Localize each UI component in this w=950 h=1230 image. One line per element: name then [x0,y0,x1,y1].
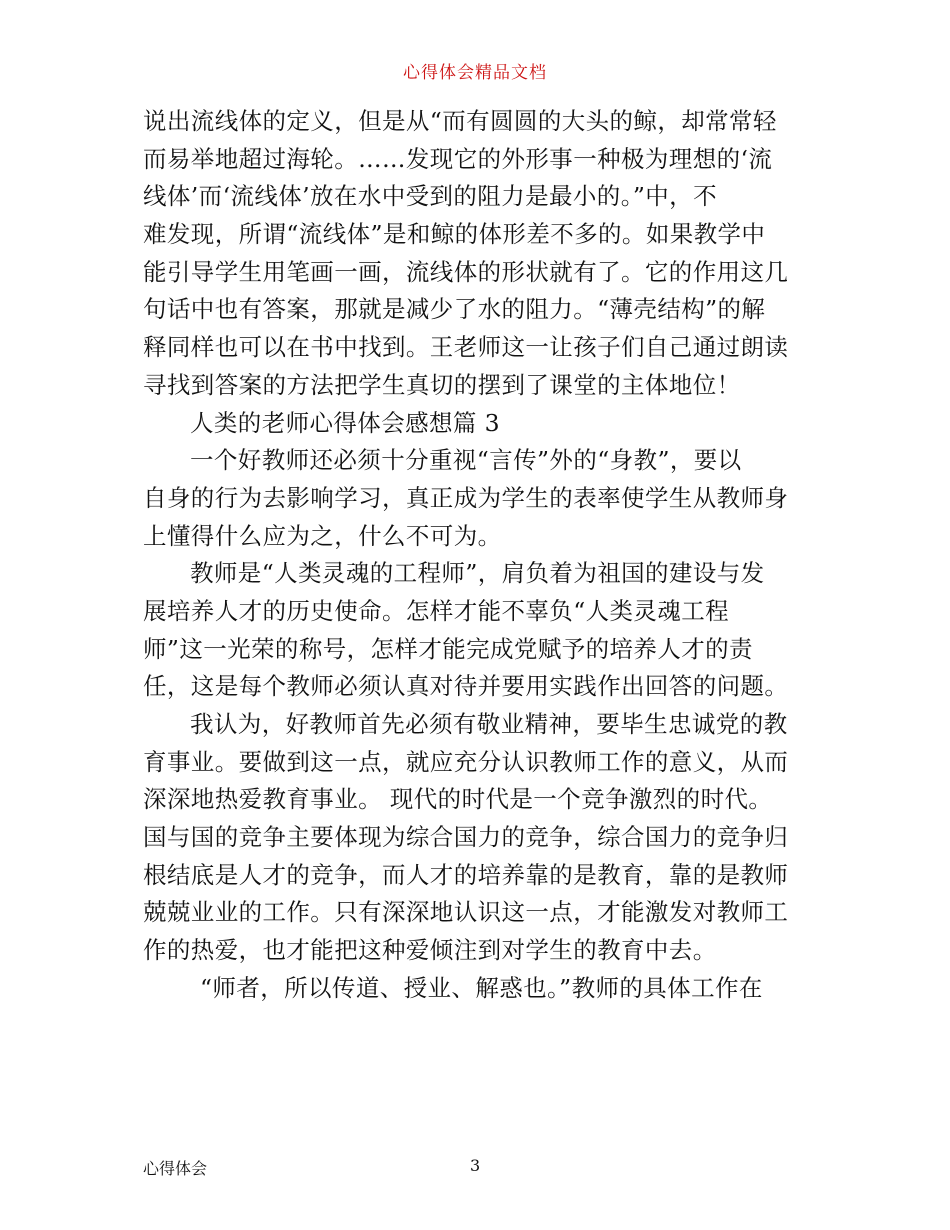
body-line: 展培养人才的历史使命。怎样才能不辜负“人类灵魂工程 [143,596,730,625]
body-line: 国与国的竞争主要体现为综合国力的竞争，综合国力的竞争归 [143,823,789,852]
body-line: 一个好教师还必须十分重视“言传”外的“身教”，要以 [190,446,742,475]
body-line: 兢兢业业的工作。只有深深地认识这一点，才能激发对教师工 [143,898,789,927]
page-number: 3 [470,1156,481,1175]
body-line: 线体’而‘流线体’放在水中受到的阻力是最小的。”中，不 [143,182,717,211]
body-line: 句话中也有答案，那就是减少了水的阻力。“薄壳结构”的解 [143,295,766,324]
body-line: 而易举地超过海轮。……发现它的外形事一种极为理想的‘流 [143,144,773,173]
body-line: 教师是“人类灵魂的工程师”，肩负着为祖国的建设与发 [190,559,765,588]
body-line: 师”这一光荣的称号，怎样才能完成党赋予的培养人才的责 [143,634,753,663]
document-body [143,103,823,1008]
body-line: 寻找到答案的方法把学生真切的摆到了课堂的主体地位！ [143,370,741,399]
section-heading: 人类的老师心得体会感想篇 3 [190,408,501,437]
body-line: 说出流线体的定义，但是从“而有圆圆的大头的鲸，却常常轻 [143,107,777,135]
body-line: 上懂得什么应为之，什么不可为。 [143,521,502,550]
body-line: 能引导学生用笔画一画，流线体的形状就有了。它的作用这几 [143,257,789,286]
body-line: 自身的行为去影响学习，真正成为学生的表率使学生从教师身 [143,483,789,512]
body-line: 作的热爱，也才能把这种爱倾注到对学生的教育中去。 [143,936,717,965]
body-line: “师者，所以传道、授业、解惑也。”教师的具体工作在 [200,973,763,1002]
footer-label: 心得体会 [143,1159,208,1178]
body-line: 深深地热爱教育事业。 现代的时代是一个竞争激烈的时代。 [143,785,773,814]
body-line: 难发现，所谓“流线体”是和鲸的体形差不多的。如果教学中 [143,220,766,249]
document-header-title: 心得体会精品文档 [403,63,547,83]
body-line: 释同样也可以在书中找到。王老师这一让孩子们自己通过朗读 [143,333,789,362]
body-line: 任，这是每个教师必须认真对待并要用实践作出回答的问题。 [143,672,789,701]
body-line: 根结底是人才的竞争，而人才的培养靠的是教育，靠的是教师 [143,860,789,889]
body-line: 我认为，好教师首先必须有敬业精神，要毕生忠诚党的教 [190,710,788,738]
body-line: 育事业。要做到这一点，就应充分认识教师工作的意义，从而 [143,747,789,776]
